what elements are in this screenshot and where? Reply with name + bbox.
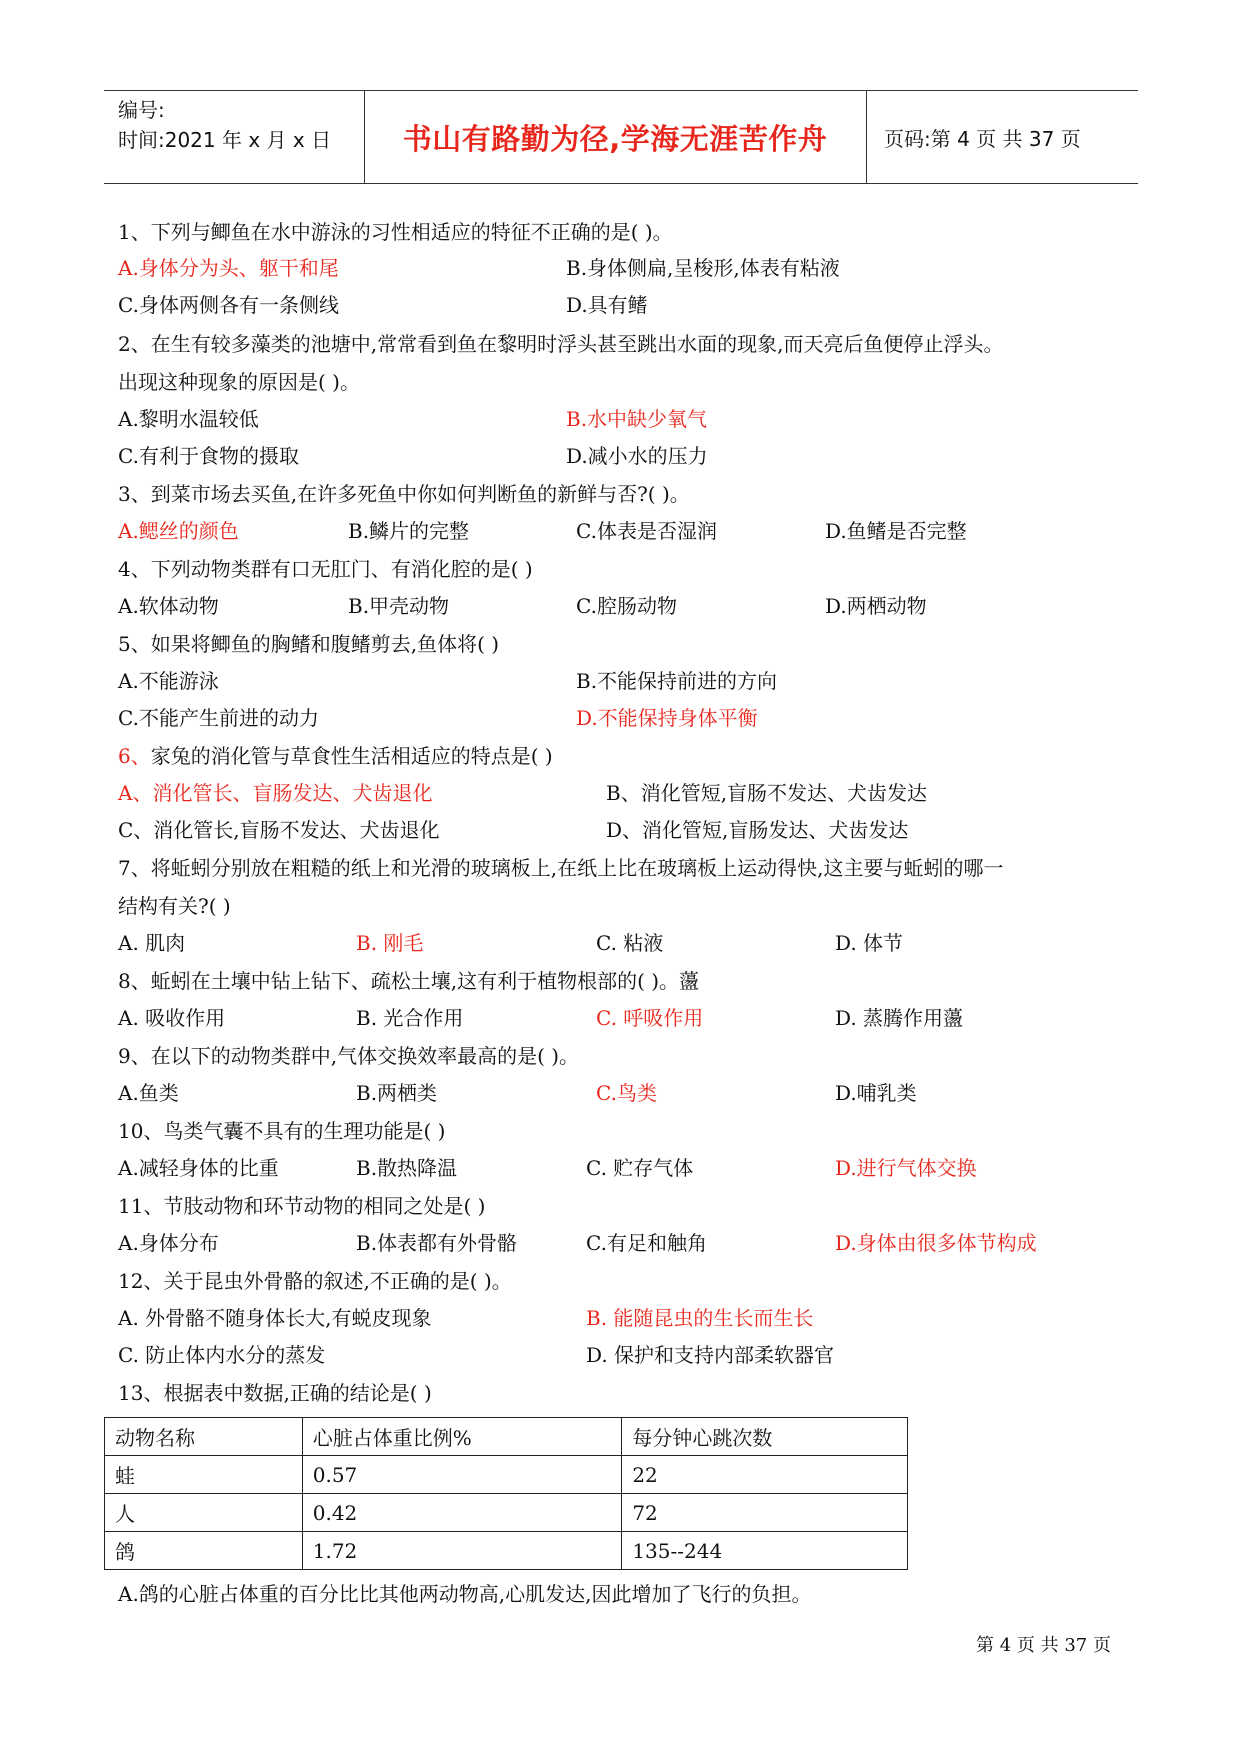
table-cell: 135--244 [622, 1532, 908, 1570]
q2-option-d: D.减小水的压力 [566, 444, 708, 468]
q9-option-c: C.鸟类 [596, 1081, 657, 1105]
table-header-cell: 心脏占体重比例% [302, 1418, 622, 1456]
header-page-label: 页码:第 4 页 共 37 页 [884, 126, 1081, 151]
q4-option-d: D.两栖动物 [825, 594, 927, 618]
document-header [104, 90, 1138, 184]
q6-option-c: C、消化管长,盲肠不发达、犬齿退化 [118, 818, 440, 842]
q2-option-a: A.黎明水温较低 [118, 407, 259, 431]
q9-option-b: B.两栖类 [356, 1081, 438, 1105]
q5-option-b: B.不能保持前进的方向 [576, 669, 778, 693]
q2-option-c: C.有利于食物的摄取 [118, 444, 299, 468]
q2-option-b: B.水中缺少氧气 [566, 407, 708, 431]
q6-number: 6、 [118, 744, 151, 768]
q9-option-a: A.鱼类 [118, 1081, 179, 1105]
table-cell: 0.57 [302, 1456, 622, 1494]
q7-option-a: A. 肌肉 [118, 931, 186, 955]
q3-option-a: A.鳃丝的颜色 [118, 519, 239, 543]
q8-option-a: A. 吸收作用 [118, 1006, 226, 1030]
q1-option-c: C.身体两侧各有一条侧线 [118, 293, 339, 317]
q6-option-b: B、消化管短,盲肠不发达、犬齿发达 [606, 781, 928, 805]
question-3-stem: 3、到菜市场去买鱼,在许多死鱼中你如何判断鱼的新鲜与否?( )。 [118, 482, 690, 506]
q11-option-d: D.身体由很多体节构成 [835, 1231, 1037, 1255]
question-1-stem: 1、下列与鲫鱼在水中游泳的习性相适应的特征不正确的是( )。 [118, 220, 673, 244]
q12-option-c: C. 防止体内水分的蒸发 [118, 1343, 326, 1367]
q3-option-d: D.鱼鳍是否完整 [825, 519, 967, 543]
header-divider [866, 91, 867, 183]
time-label: 时间:2021 年 x 月 x 日 [118, 128, 332, 152]
q12-option-a: A. 外骨骼不随身体长大,有蜕皮现象 [118, 1306, 432, 1330]
q4-option-c: C.腔肠动物 [576, 594, 677, 618]
question-11-stem: 11、节肢动物和环节动物的相同之处是( ) [118, 1194, 486, 1218]
q5-option-a: A.不能游泳 [118, 669, 219, 693]
header-divider [364, 91, 365, 183]
table-cell: 人 [105, 1494, 303, 1532]
q3-option-c: C.体表是否湿润 [576, 519, 717, 543]
q11-option-c: C.有足和触角 [586, 1231, 707, 1255]
data-table [104, 1417, 908, 1570]
page-footer: 第 4 页 共 37 页 [976, 1635, 1111, 1656]
header-motto: 书山有路勤为径,学海无涯苦作舟 [402, 121, 828, 156]
q7-option-c: C. 粘液 [596, 931, 664, 955]
question-10-stem: 10、鸟类气囊不具有的生理功能是( ) [118, 1119, 446, 1143]
question-6-stem [118, 744, 553, 768]
question-5-stem: 5、如果将鲫鱼的胸鳍和腹鳍剪去,鱼体将( ) [118, 632, 500, 656]
table-cell: 22 [622, 1456, 908, 1494]
table-row [105, 1532, 908, 1570]
q7-option-d: D. 体节 [835, 931, 904, 955]
q4-option-b: B.甲壳动物 [348, 594, 450, 618]
question-13-stem: 13、根据表中数据,正确的结论是( ) [118, 1381, 432, 1405]
q12-option-d: D. 保护和支持内部柔软器官 [586, 1343, 835, 1367]
table-row [105, 1494, 908, 1532]
q1-option-d: D.具有鳍 [566, 293, 648, 317]
q1-option-b: B.身体侧扁,呈梭形,体表有粘液 [566, 256, 840, 280]
question-9-stem: 9、在以下的动物类群中,气体交换效率最高的是( )。 [118, 1044, 580, 1068]
question-2-stem-cont: 出现这种现象的原因是( )。 [118, 370, 360, 394]
q10-option-b: B.散热降温 [356, 1156, 458, 1180]
q10-option-c: C. 贮存气体 [586, 1156, 694, 1180]
q6-option-a: A、消化管长、盲肠发达、犬齿退化 [118, 781, 433, 805]
table-row [105, 1456, 908, 1494]
q10-option-d: D.进行气体交换 [835, 1156, 977, 1180]
q12-option-b: B. 能随昆虫的生长而生长 [586, 1306, 814, 1330]
q8-option-d: D. 蒸腾作用蘯 [835, 1006, 964, 1030]
q10-option-a: A.减轻身体的比重 [118, 1156, 279, 1180]
q11-option-b: B.体表都有外骨骼 [356, 1231, 518, 1255]
q3-option-b: B.鳞片的完整 [348, 519, 470, 543]
question-8-stem: 8、蚯蚓在土壤中钻上钻下、疏松土壤,这有利于植物根部的( )。蘯 [118, 969, 700, 993]
question-12-stem: 12、关于昆虫外骨骼的叙述,不正确的是( )。 [118, 1269, 512, 1293]
q5-option-d: D.不能保持身体平衡 [576, 706, 758, 730]
q5-option-c: C.不能产生前进的动力 [118, 706, 319, 730]
table-header-row [105, 1418, 908, 1456]
question-2-stem: 2、在生有较多藻类的池塘中,常常看到鱼在黎明时浮头甚至跳出水面的现象,而天亮后鱼便停止浮头。 [118, 332, 1004, 356]
table-cell: 1.72 [302, 1532, 622, 1570]
question-7-stem-cont: 结构有关?( ) [118, 894, 231, 918]
table-cell: 鸽 [105, 1532, 303, 1570]
q9-option-d: D.哺乳类 [835, 1081, 917, 1105]
q8-option-c: C. 呼吸作用 [596, 1006, 704, 1030]
q6-stem-text: 家兔的消化管与草食性生活相适应的特点是( ) [150, 744, 553, 768]
q11-option-a: A.身体分布 [118, 1231, 219, 1255]
q4-option-a: A.软体动物 [118, 594, 219, 618]
table-cell: 蛙 [105, 1456, 303, 1494]
question-7-stem: 7、将蚯蚓分别放在粗糙的纸上和光滑的玻璃板上,在纸上比在玻璃板上运动得快,这主要与蚯蚓的哪一 [118, 856, 1004, 880]
q7-option-b: B. 刚毛 [356, 931, 424, 955]
table-header-cell: 动物名称 [105, 1418, 303, 1456]
number-label: 编号: [118, 98, 165, 122]
q8-option-b: B. 光合作用 [356, 1006, 464, 1030]
q6-option-d: D、消化管短,盲肠发达、犬齿发达 [606, 818, 909, 842]
table-header-cell: 每分钟心跳次数 [622, 1418, 908, 1456]
table-cell: 0.42 [302, 1494, 622, 1532]
header-info [118, 95, 331, 155]
table-cell: 72 [622, 1494, 908, 1532]
question-4-stem: 4、下列动物类群有口无肛门、有消化腔的是( ) [118, 557, 533, 581]
q13-option-a: A.鸽的心脏占体重的百分比比其他两动物高,心肌发达,因此增加了飞行的负担。 [118, 1582, 812, 1606]
q1-option-a: A.身体分为头、躯干和尾 [118, 256, 339, 280]
